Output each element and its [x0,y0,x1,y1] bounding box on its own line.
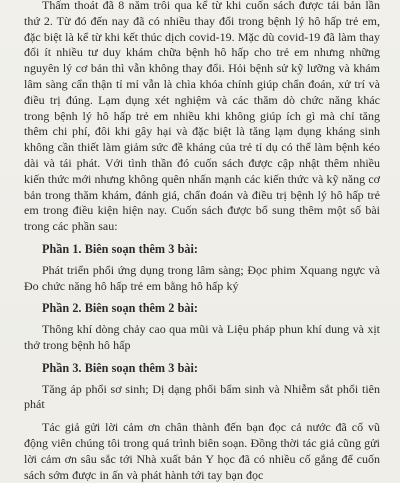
page-text [24,0,380,483]
section-2-heading: Phần 2. Biên soạn thêm 2 bài: [42,301,198,316]
section-3-body: Tăng áp phổi sơ sinh; Dị dạng phổi bẩm sinh và Nhiễm sắt phổi tiên phát [24,381,380,412]
section-2-body: Thông khí dòng chảy cao qua mũi và Liệu pháp phun khí dung và xịt thở trong bệnh hô hấp [24,322,380,352]
closing-paragraph: Tác giả gửi lời cảm ơn chân thành đến bạn đọc cả nước đã cổ vũ động viên chúng tôi trong quá trình biên soạn. Đồng thời tác giả cũng gửi lời cảm ơn sâu sắc tới Nhà xuất bản Y học đã có nhiều cố gắng để cuốn sách sớm được in ấn và phát hành tới tay bạn đọc [24,420,380,482]
section-1-body: Phát triển phổi ứng dụng trong lâm sàng; Đọc phim Xquang ngực và Đo chức năng hô hấp trẻ em bằng hô hấp ký [24,262,380,293]
section-1-heading: Phần 1. Biên soạn thêm 3 bài: [42,241,198,256]
section-3-heading: Phần 3. Biên soạn thêm 3 bài: [42,360,198,375]
spacer [24,413,380,420]
intro-paragraph: Thấm thoát đã 8 năm trôi qua kể từ khi cuốn sách được tái bản lần thứ 2. Từ đó đến nay đã có nhiều thay đổi trong bệnh lý hô hấp trẻ em, đặc biệt là kể từ khi kết thúc dịch covid-19. Mặc dù covid-19 đã làm thay đổi ít nhiều tư duy khám chữa bệnh hô hấp cho trẻ em nhưng những nguyên lý cơ bản thì vẫn không thay đổi. Hỏi bệnh sử kỹ lưỡng và khám lâm sàng cẩn thận tỉ mỉ vẫn là chìa khóa chính giúp chẩn đoán, xử trí và điều trị đúng. Lạm dụng xét nghiệm và các thăm dò chức năng khác trong bệnh lý hô hấp trẻ em nhiều khi không giúp ích gì mà chỉ tăng thêm chi phí, đôi khi gây hại và đặc biệt là tăng lạm dụng kháng sinh không cần thiết làm giảm sức đề kháng của trẻ tỉ dụ có thể làm bệnh kéo dài và tái phát. Với tình thần đó cuốn sách được cập nhật thêm nhiều kiến thức mới nhưng không quên nhấn mạnh các kiến thức và kỹ năng cơ bản trong thăm khám, đánh giá, chẩn đoán và điều trị bệnh lý hô hấp trẻ em trong điều kiện hiện nay. Cuốn sách được bổ sung thêm một số bài trong các phần sau: [24,0,380,234]
